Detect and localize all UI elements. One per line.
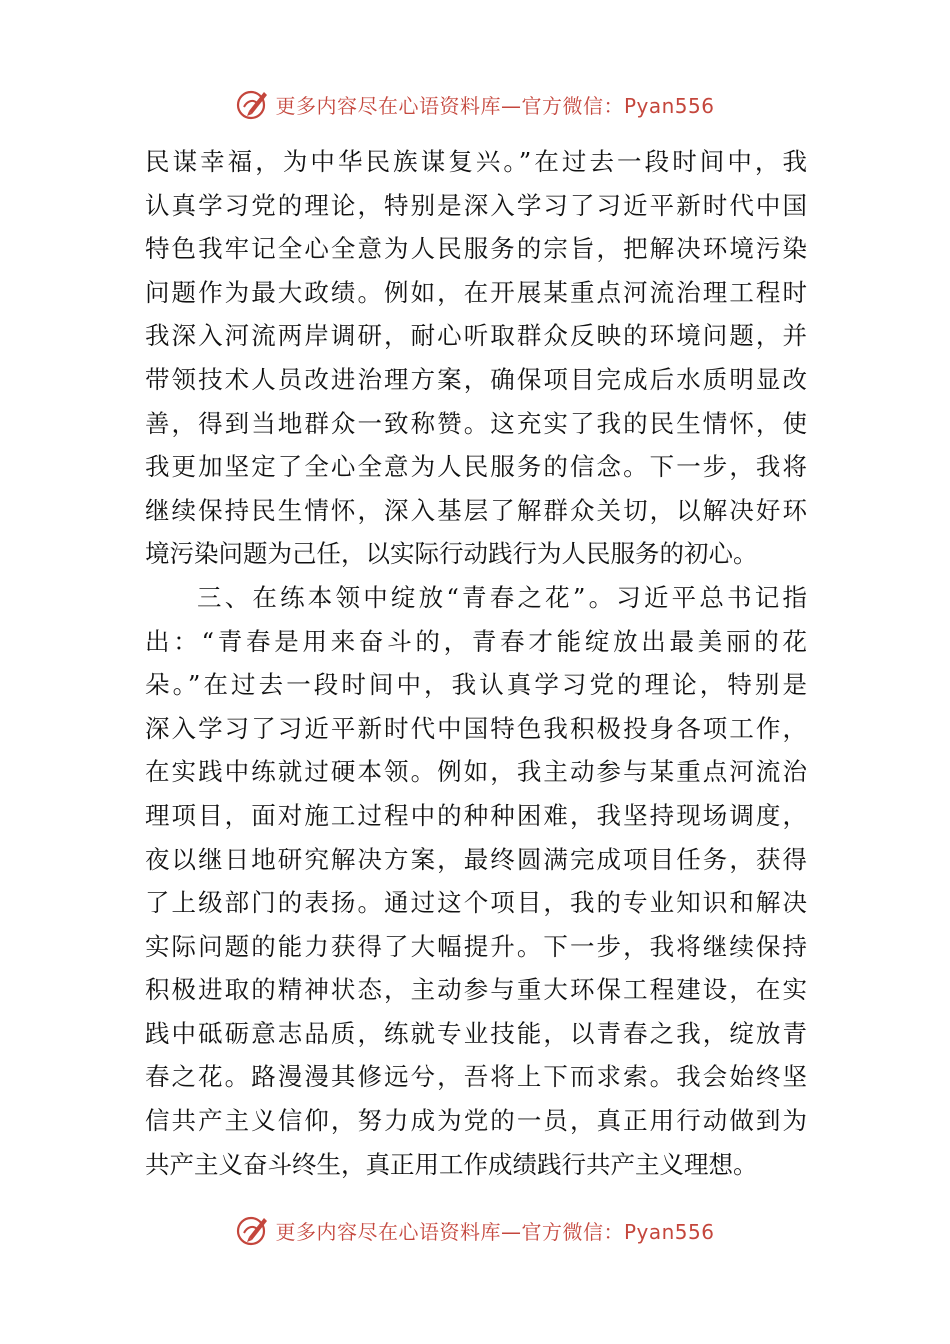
text-line: 问题作为最大政绩。例如，在开展某重点河流治理工程时 bbox=[145, 277, 807, 307]
text-line: 理项目，面对施工过程中的种种困难，我坚持现场调度， bbox=[145, 800, 807, 830]
text-line: 我更加坚定了全心全意为人民服务的信念。下一步，我将 bbox=[145, 452, 807, 482]
text-line: 积极进取的精神状态，主动参与重大环保工程建设，在实 bbox=[145, 975, 807, 1005]
text-line: 在实践中练就过硬本领。例如，我主动参与某重点河流治 bbox=[145, 757, 807, 787]
text-line: 践中砥砺意志品质，练就专业技能，以青春之我，绽放青 bbox=[145, 1018, 807, 1048]
text-line: 夜以继日地研究解决方案，最终圆满完成项目任务，获得 bbox=[145, 844, 807, 874]
text-line: 深入学习了习近平新时代中国特色我积极投身各项工作， bbox=[145, 713, 807, 743]
text-line: 实际问题的能力获得了大幅提升。下一步，我将继续保持 bbox=[145, 931, 807, 961]
text-line: 继续保持民生情怀，深入基层了解群众关切，以解决好环 bbox=[145, 495, 807, 525]
text-line: 我深入河流两岸调研，耐心听取群众反映的环境问题，并 bbox=[145, 321, 807, 351]
text-line: 特色我牢记全心全意为人民服务的宗旨，把解决环境污染 bbox=[145, 234, 807, 264]
text-line: 出：“青春是用来奋斗的，青春才能绽放出最美丽的花 bbox=[145, 626, 807, 656]
text-line: 信共产主义信仰，努力成为党的一员，真正用行动做到为 bbox=[145, 1106, 807, 1136]
text-line: 认真学习党的理论，特别是深入学习了习近平新时代中国 bbox=[145, 190, 807, 220]
header-banner-text: 更多内容尽在心语资料库—官方微信：Pyan556 bbox=[275, 93, 715, 118]
text-line: 民谋幸福，为中华民族谋复兴。”在过去一段时间中，我 bbox=[145, 147, 807, 176]
pen-circle-logo-icon bbox=[235, 1213, 269, 1247]
text-line: 境污染问题为己任，以实际行动践行为人民服务的初心。 bbox=[145, 539, 758, 569]
text-line: 带领技术人员改进治理方案，确保项目完成后水质明显改 bbox=[145, 364, 807, 394]
footer-banner-text: 更多内容尽在心语资料库—官方微信：Pyan556 bbox=[275, 1219, 715, 1244]
text-line: 了上级部门的表扬。通过这个项目，我的专业知识和解决 bbox=[145, 888, 807, 918]
header-banner bbox=[0, 84, 950, 124]
document-body bbox=[145, 140, 807, 1186]
text-line: 共产主义奋斗终生，真正用工作成绩践行共产主义理想。 bbox=[145, 1149, 758, 1179]
pen-circle-logo-icon bbox=[235, 87, 269, 121]
footer-banner bbox=[0, 1210, 950, 1250]
text-line: 朵。”在过去一段时间中，我认真学习党的理论，特别是 bbox=[145, 670, 807, 700]
section-heading-line: 三、在练本领中绽放“青春之花”。习近平总书记指 bbox=[197, 582, 807, 612]
text-line: 春之花。路漫漫其修远兮，吾将上下而求索。我会始终坚 bbox=[145, 1062, 807, 1092]
text-line: 善，得到当地群众一致称赞。这充实了我的民生情怀，使 bbox=[145, 408, 807, 438]
